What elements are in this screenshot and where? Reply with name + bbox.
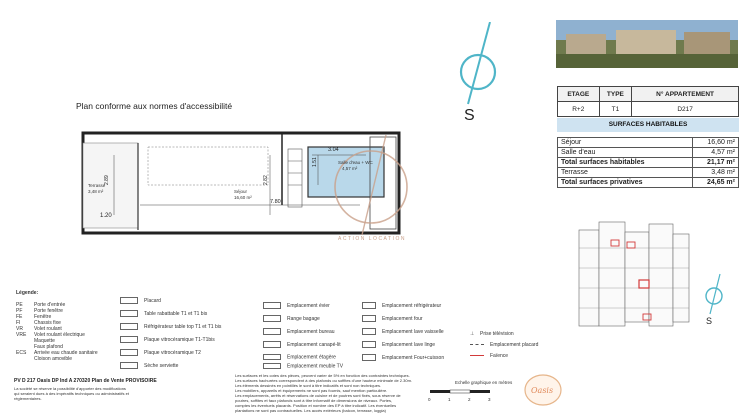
orientation-logo-small xyxy=(698,272,734,326)
legend-item: Maquette xyxy=(34,338,55,344)
legend-item: VR Volet roulant xyxy=(16,326,62,332)
legend-item: PE Porte d'entrée xyxy=(16,302,66,308)
legend-col5 xyxy=(470,331,538,364)
scale-tick: 3 xyxy=(488,397,491,402)
legend-item: Sèche serviette xyxy=(120,362,221,375)
sde-label: Salle d'eau + WC xyxy=(338,160,373,165)
table-symbol xyxy=(120,310,138,317)
scale-label: Echelle graphique en mètres xyxy=(455,380,513,385)
footer-reference: PV D 217 Oasis DP Ind A 270320 Plan de Vente PROVISOIRE xyxy=(14,378,157,384)
surface-row-total: Total surfaces habitables 21,17 m² xyxy=(558,158,739,168)
value-etage: R+2 xyxy=(558,102,600,117)
building-photo-image xyxy=(556,20,738,68)
legend-item: FE Fenêtre xyxy=(16,314,52,320)
logo-line xyxy=(468,22,490,104)
towel-dryer-symbol xyxy=(120,362,138,369)
legend-item: Emplacement four xyxy=(362,315,444,328)
legend-item: Range bagage xyxy=(263,315,343,328)
placard-symbol xyxy=(120,297,138,304)
header-etage: ETAGE xyxy=(558,87,600,102)
fridge-symbol xyxy=(120,323,138,330)
legend-col1 xyxy=(16,302,98,362)
orientation-letter-top: S xyxy=(464,107,475,122)
legend-item: Emplacement évier xyxy=(263,302,343,315)
legend-item: Plaque vitrocéramique T1-T1bis xyxy=(120,336,221,349)
desk-symbol xyxy=(263,328,281,335)
legend-item: Emplacement Four+cuisson xyxy=(362,354,444,367)
fridge-slot-symbol xyxy=(362,302,376,309)
legend-col3 xyxy=(263,302,343,372)
legend-item: Emplacement bureau xyxy=(263,328,343,341)
dim-d1: 2.89 xyxy=(104,175,110,185)
orientation-logo xyxy=(446,22,506,122)
tv-plug-icon: ⊥ xyxy=(470,331,475,337)
header-numero: N° APPARTEMENT xyxy=(632,87,739,102)
surface-row: Séjour 16,60 m² xyxy=(558,138,739,148)
footer-disclaimer-left: La société se réserve la possibilité d'apporter des modifications qui seraient dues à des impératifs techniques ou administratifs et réglementaires. xyxy=(14,386,129,401)
luggage-symbol xyxy=(263,315,281,322)
legend-item: Réfrigérateur table top T1 et T1 bis xyxy=(120,323,221,336)
sofa-outline xyxy=(148,147,268,185)
scale-tick: 1 xyxy=(448,397,451,402)
legend-item: Emplacement meuble TV xyxy=(263,363,343,372)
closet-dash-icon xyxy=(470,344,484,345)
legend-item: Plaque vitrocéramique T2 xyxy=(120,349,221,362)
orientation-letter-bottom: S xyxy=(706,316,713,326)
legend-item: Faïence xyxy=(470,353,538,364)
brand-logo xyxy=(522,372,564,410)
dim-d5: 3.04 xyxy=(328,147,339,153)
surfaces-table xyxy=(557,137,739,188)
legend-item: Table rabattable T1 et T1 bis xyxy=(120,310,221,323)
legend-item: Emplacement réfrigérateur xyxy=(362,302,444,315)
sde-area: 4,57 m² xyxy=(342,166,358,171)
surface-row: Terrasse 3,48 m² xyxy=(558,168,739,178)
legend-item: VRE Volet roulant électrique xyxy=(16,332,85,338)
header-type: TYPE xyxy=(599,87,632,102)
apartment-info-table xyxy=(557,86,739,117)
dim-d6: 1.51 xyxy=(312,157,318,167)
building-photo xyxy=(556,20,738,68)
value-numero: D217 xyxy=(632,102,739,117)
legend-item: FI Chassis fixe xyxy=(16,320,61,326)
legend-item: Emplacement lave linge xyxy=(362,341,444,354)
footer-disclaimer-mid: Les surfaces et les cotes des pièces, peuvent varier de 5% en fonction des contraintes techniques. Les surfaces hachurées correspondent à des plafonds ou soffites d'une hauteur minimale de 2.30m. Les éléments dessinés en pointillés le sont à titre indicatifs et sont non techniques. Les mobiliers, appareils et équipements ne sont pas fournis, sauf mention particulière. Les emplacements, arrêts et réservations de cuisine et de poutres sont fixés, sous réserve de poutres, soffites et faux plafonds sont à titre informatif de dimensions de niveaux. Portes, comptes les éventuels placards. Position et nombre des EP à titre indicatif. Les éventuelles plantations ne sont pas contractuelles. Les accès extérieurs (balcon, terrasse, loggia) xyxy=(235,373,413,413)
shelf-symbol xyxy=(263,354,281,360)
legend-item: Emplacement lave vaisselle xyxy=(362,328,444,341)
dishwasher-symbol xyxy=(362,328,376,335)
scale-tick: 0 xyxy=(428,397,431,402)
oven-symbol xyxy=(362,315,376,322)
legend-item: Placard xyxy=(120,297,221,310)
surface-row-total: Total surfaces privatives 24,65 m² xyxy=(558,178,739,188)
surfaces-title: SURFACES HABITABLES xyxy=(557,118,739,132)
sejour-label: Séjour xyxy=(234,189,248,194)
kitchenette xyxy=(288,149,302,207)
logo-circle xyxy=(461,55,495,89)
hob2-symbol xyxy=(120,349,138,356)
legend-item: Faux plafond xyxy=(34,344,63,350)
oven-hob-symbol xyxy=(362,354,376,361)
watermark-text: ACTION LOCATION xyxy=(338,236,406,242)
washer-symbol xyxy=(362,341,376,348)
legend-item: Emplacement placard xyxy=(470,342,538,353)
site-plan xyxy=(575,218,693,334)
legend-col4 xyxy=(362,302,444,367)
legend-item: Cloison amovible xyxy=(34,356,73,362)
dim-d4: 7.80 xyxy=(270,199,281,205)
terrasse-area: 3,48 m² xyxy=(88,189,104,194)
sejour-area: 16,60 m² xyxy=(234,195,252,200)
tile-line-icon xyxy=(470,355,484,356)
sink-symbol xyxy=(263,302,281,309)
legend-item: PF Porte fenêtre xyxy=(16,308,63,314)
legend-item: Emplacement étagère xyxy=(263,354,343,363)
surface-row: Salle d'eau 4,57 m² xyxy=(558,148,739,158)
scale-tick: 2 xyxy=(468,397,471,402)
plan-title: Plan conforme aux normes d'accessibilité xyxy=(76,101,233,111)
brand-name: Oasis xyxy=(531,386,554,395)
legend-item: Emplacement canapé-lit xyxy=(263,341,343,354)
sofa-bed-symbol xyxy=(263,341,281,348)
floor-plan xyxy=(70,125,430,250)
tv-symbol xyxy=(263,363,281,369)
dim-d3: 2.82 xyxy=(263,175,269,185)
legend-item: ⊥ Prise télévision xyxy=(470,331,514,337)
legend-col2 xyxy=(120,297,221,375)
terrasse-label: Terrasse xyxy=(88,183,106,188)
hob-symbol xyxy=(120,336,138,343)
value-type: T1 xyxy=(599,102,632,117)
scale-bar xyxy=(425,388,505,408)
dim-d2: 1.20 xyxy=(100,213,112,219)
legend-title: Légende: xyxy=(16,290,39,296)
legend-item: ECS Arrivée eau chaude sanitaire xyxy=(16,350,98,356)
